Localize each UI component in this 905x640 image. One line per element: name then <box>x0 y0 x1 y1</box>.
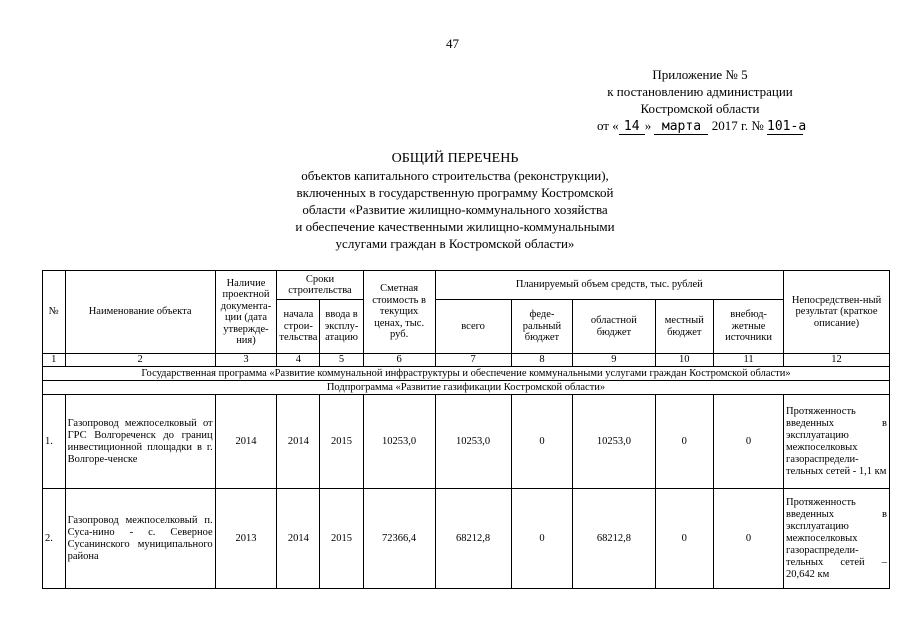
header-total: всего <box>435 300 511 354</box>
estimate-cost: 72366,4 <box>363 489 435 589</box>
funds-federal: 0 <box>511 395 573 489</box>
docs-year: 2014 <box>215 395 277 489</box>
docs-year: 2013 <box>215 489 277 589</box>
result-description: Протяженность введенных в эксплуатацию межпоселковых газораспредели-тельных сетей - 1,1 км <box>784 395 890 489</box>
start-year: 2014 <box>277 489 320 589</box>
row-number: 1. <box>43 395 66 489</box>
objects-table <box>42 270 890 589</box>
table-row <box>43 489 890 589</box>
header-name: Наименование объекта <box>65 271 215 354</box>
column-number: 5 <box>320 354 363 367</box>
funds-federal: 0 <box>511 489 573 589</box>
column-number: 4 <box>277 354 320 367</box>
title-line: области «Развитие жилищно-коммунального хозяйства <box>302 202 608 217</box>
title-line: услугами граждан в Костромской области» <box>335 236 575 251</box>
funds-local: 0 <box>655 489 714 589</box>
column-number: 12 <box>784 354 890 367</box>
appendix-date-line <box>560 117 840 135</box>
funds-offbudget: 0 <box>714 395 784 489</box>
start-year: 2014 <box>277 395 320 489</box>
header-term-commission: ввода в эксплу-атацию <box>320 300 363 354</box>
title-line: включенных в государственную программу Костромской <box>296 185 614 200</box>
estimate-cost: 10253,0 <box>363 395 435 489</box>
commission-year: 2015 <box>320 489 363 589</box>
appendix-header <box>560 66 840 135</box>
column-number: 10 <box>655 354 714 367</box>
page-number: 47 <box>446 36 459 51</box>
document-number: 101-а <box>767 119 807 134</box>
subprogram-title: Подпрограмма «Развитие газификации Костромской области» <box>43 381 890 395</box>
date-year: 2017 г. № <box>711 118 764 133</box>
funds-total: 68212,8 <box>435 489 511 589</box>
column-number: 8 <box>511 354 573 367</box>
document-title <box>150 150 760 252</box>
header-terms: Сроки строительства <box>277 271 363 300</box>
date-mid: » <box>644 118 652 133</box>
column-number: 2 <box>65 354 215 367</box>
appendix-title: Приложение № 5 <box>652 67 748 82</box>
result-description: Протяженность введенных в эксплуатацию межпоселковых газораспредели-тельных сетей – 20,642 км <box>784 489 890 589</box>
subprogram-row <box>43 381 890 395</box>
column-number: 9 <box>573 354 655 367</box>
column-number: 7 <box>435 354 511 367</box>
object-name: Газопровод межпоселковый п. Суса-нино - с. Северное Сусанинского муниципального района <box>65 489 215 589</box>
title-line: объектов капитального строительства (реконструкции), <box>301 168 609 183</box>
header-term-start: начала строи-тельства <box>277 300 320 354</box>
header-result: Непосредствен-ный результат (краткое описание) <box>784 271 890 354</box>
funds-local: 0 <box>655 395 714 489</box>
column-number: 1 <box>43 354 66 367</box>
header-no: № <box>43 271 66 354</box>
column-number: 3 <box>215 354 277 367</box>
program-title: Государственная программа «Развитие коммунальной инфраструктуры и обеспечение коммунальными услугами граждан Костромской области» <box>43 367 890 381</box>
date-prefix: от « <box>596 118 619 133</box>
header-local: местный бюджет <box>655 300 714 354</box>
title-main: ОБЩИЙ ПЕРЕЧЕНЬ <box>391 151 519 166</box>
header-regional: областной бюджет <box>573 300 655 354</box>
commission-year: 2015 <box>320 395 363 489</box>
header-estimate: Сметная стоимость в текущих ценах, тыс. руб. <box>363 271 435 354</box>
table-row <box>43 395 890 489</box>
header-docs: Наличие проектной документа-ции (дата утвержде-ния) <box>215 271 277 354</box>
date-month: марта <box>654 120 708 135</box>
header-funds: Планируемый объем средств, тыс. рублей <box>435 271 783 300</box>
appendix-line-decree: к постановлению администрации <box>607 84 793 99</box>
header-row-top <box>43 271 890 300</box>
header-offbudget: внебюд-жетные источники <box>714 300 784 354</box>
header-federal: феде-ральный бюджет <box>511 300 573 354</box>
date-day: 14 <box>619 120 645 135</box>
funds-regional: 68212,8 <box>573 489 655 589</box>
funds-regional: 10253,0 <box>573 395 655 489</box>
funds-total: 10253,0 <box>435 395 511 489</box>
appendix-line-region: Костромской области <box>640 101 760 116</box>
column-numbers-row <box>43 354 890 367</box>
object-name: Газопровод межпоселковый от ГРС Волгореченск до границ инвестиционной площадки в г. Волгоре-ченске <box>65 395 215 489</box>
program-row <box>43 367 890 381</box>
title-line: и обеспечение качественными жилищно-коммунальными <box>295 219 615 234</box>
column-number: 11 <box>714 354 784 367</box>
row-number: 2. <box>43 489 66 589</box>
column-number: 6 <box>363 354 435 367</box>
funds-offbudget: 0 <box>714 489 784 589</box>
